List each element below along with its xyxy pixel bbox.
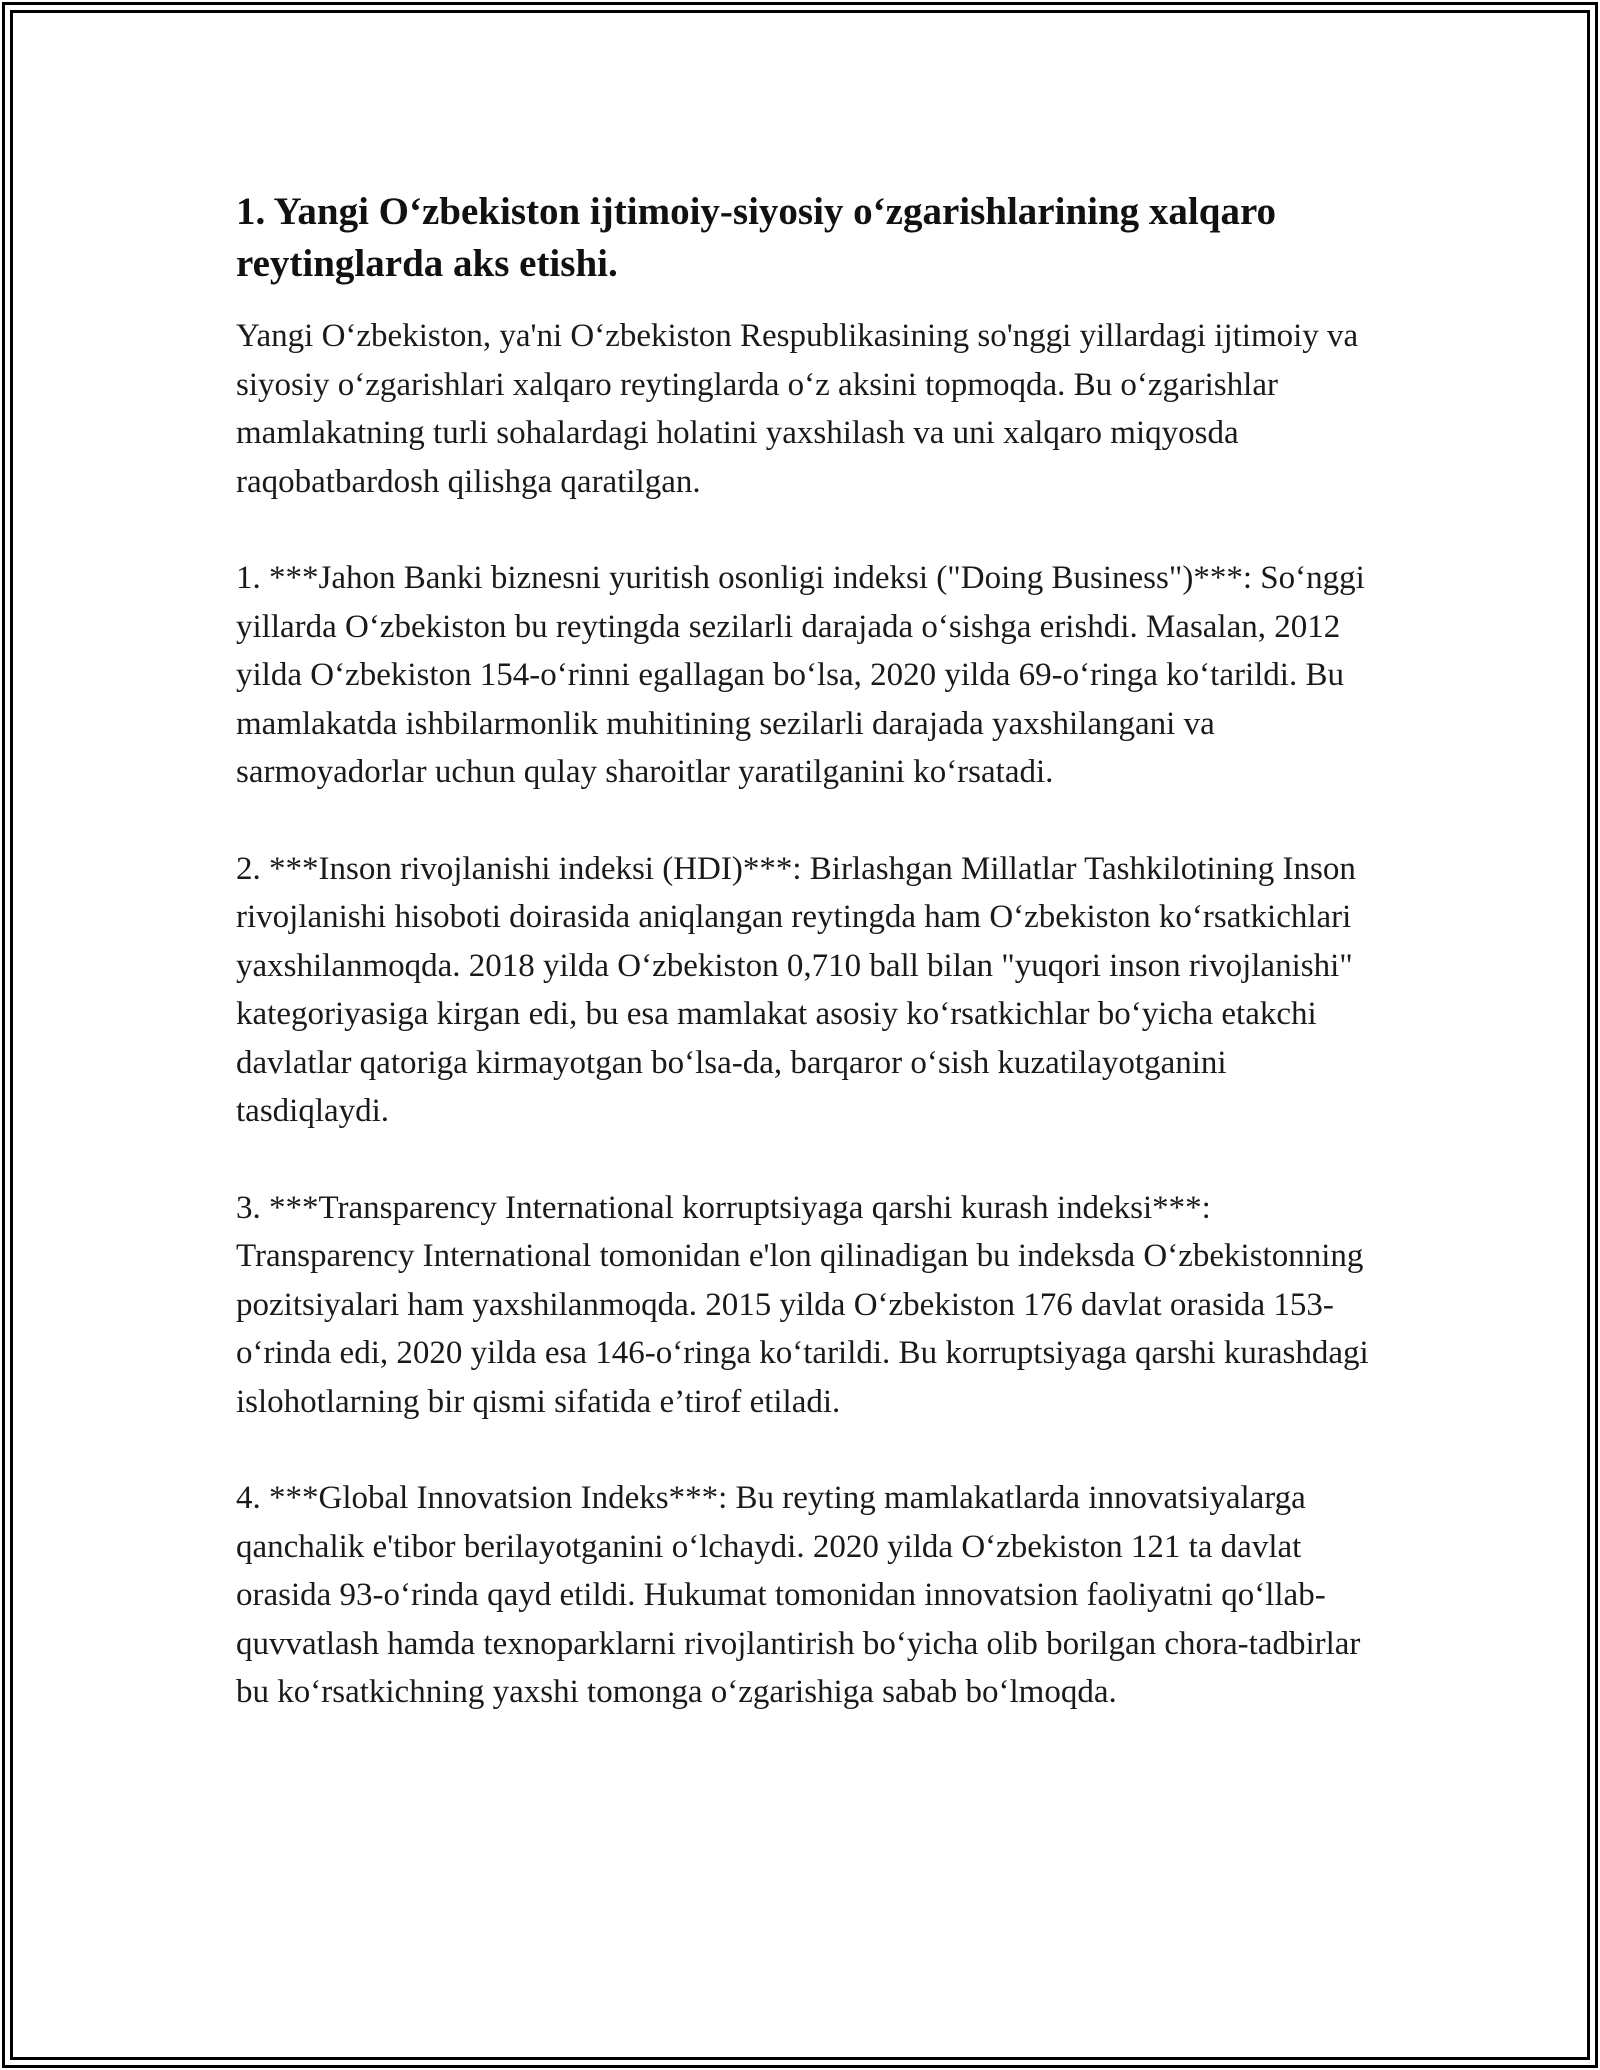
corruption-index-paragraph: 3. ***Transparency International korruptsiyaga qarshi kurash indeksi***: Transparency International tomonidan e'lon qilinadigan bu indeksda O‘zbekistonning pozitsiyalari ham yaxshilanmoqda. 2015 yilda O‘zbekiston 176 davlat orasida 153-o‘rinda edi, 2020 yilda esa 146-o‘ringa ko‘tarildi. Bu korruptsiyaga qarshi kurashdagi islohotlarning bir qismi sifatida e’tirof etiladi. bbox=[236, 1189, 1369, 1420]
page-title: 1. Yangi O‘zbekiston ijtimoiy-siyosiy o‘zgarishlarining xalqaro reytinglarda aks etishi. bbox=[236, 190, 1277, 285]
intro-paragraph: Yangi O‘zbekiston, ya'ni O‘zbekiston Respublikasining so'nggi yillardagi ijtimoiy va siyosiy o‘zgarishlari xalqaro reytinglarda o‘z aksini topmoqda. Bu o‘zgarishlar mamlakatning turli sohalardagi holatini yaxshilash va uni xalqaro miqyosda raqobatbardosh qilishga qaratilgan. bbox=[236, 318, 1359, 500]
innovation-index-paragraph: 4. ***Global Innovatsion Indeks***: Bu reyting mamlakatlarda innovatsiyalarga qanchalik e'tibor berilayotganini o‘lchaydi. 2020 yilda O‘zbekiston 121 ta davlat orasida 93-o‘rinda qayd etildi. Hukumat tomonidan innovatsion faoliyatni qo‘llab-quvvatlash hamda texnoparklarni rivojlantirish bo‘yicha olib borilgan chora-tadbirlar bu ko‘rsatkichning yaxshi tomonga o‘zgarishiga sabab bo‘lmoqda. bbox=[236, 1480, 1361, 1710]
doing-business-paragraph: 1. ***Jahon Banki biznesni yuritish osonligi indeksi ("Doing Business")***: So‘nggi yillarda O‘zbekiston bu reytingda sezilarli darajada o‘sishga erishdi. Masalan, 2012 yilda O‘zbekiston 154-o‘rinni egallagan bo‘lsa, 2020 yilda 69-o‘ringa ko‘tarildi. Bu mamlakatda ishbilarmonlik muhitining sezilarli darajada yaxshilangani va sarmoyadorlar uchun qulay sharoitlar yaratilganini ko‘rsatadi. bbox=[236, 560, 1365, 790]
hdi-paragraph: 2. ***Inson rivojlanishi indeksi (HDI)***: Birlashgan Millatlar Tashkilotining Inson rivojlanishi hisoboti doirasida aniqlangan reytingda ham O‘zbekiston ko‘rsatkichlari yaxshilanmoqda. 2018 yilda O‘zbekiston 0,710 ball bilan "yuqori inson rivojlanishi" kategoriyasiga kirgan edi, bu esa mamlakat asosiy ko‘rsatkichlar bo‘yicha etakchi davlatlar qatoriga kirmayotgan bo‘lsa-da, barqaror o‘sish kuzatilayotganini tasdiqlaydi. bbox=[236, 850, 1356, 1129]
document-body bbox=[236, 186, 1386, 1765]
